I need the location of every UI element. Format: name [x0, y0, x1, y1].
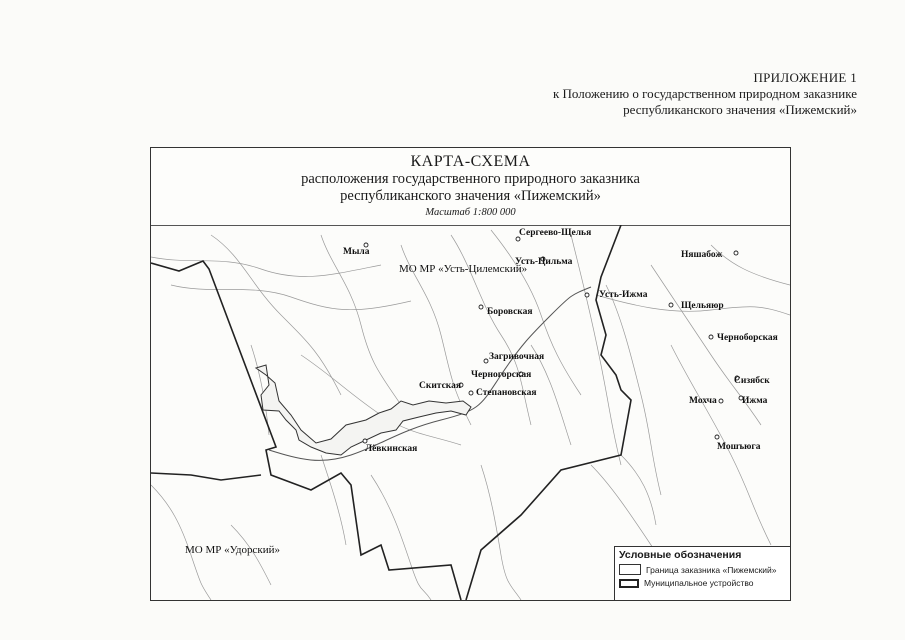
label-mokhcha: Мохча	[689, 396, 717, 406]
map-legend	[614, 546, 790, 600]
appendix-line-2: республиканского значения «Пижемский»	[623, 102, 857, 117]
appendix-header	[553, 70, 857, 118]
legend-title: Условные обозначения	[619, 549, 742, 561]
map-canvas	[151, 225, 790, 600]
label-sergeevo-shchelya: Сергеево-Щелья	[519, 228, 592, 238]
district-label-ust-tsilma: МО МР «Усть-Цилемский»	[399, 263, 528, 275]
label-levkinskaya: Лёвкинская	[365, 444, 418, 454]
label-ust-izhma: Усть-Ижма	[599, 290, 648, 300]
district-label-udora: МО МР «Удорский»	[185, 544, 280, 556]
map-scale: Масштаб 1:800 000	[425, 207, 516, 218]
label-nyashabozh: Няшабож	[681, 250, 723, 260]
label-chernogorskaya: Черногорская	[471, 370, 532, 380]
label-izhma: Ижма	[742, 396, 768, 406]
appendix-number: ПРИЛОЖЕНИЕ 1	[753, 70, 857, 85]
label-chernoborskaya: Черноборская	[717, 333, 778, 343]
map-title-block	[151, 148, 790, 226]
label-sizyabsk: Сизябск	[734, 376, 770, 386]
main-river	[269, 287, 591, 460]
map-frame	[150, 147, 791, 601]
legend-swatch-reserve	[619, 564, 641, 575]
label-myla: Мыла	[343, 247, 370, 257]
legend-row-municipal	[619, 578, 786, 588]
label-mosyuga: Мошъюга	[717, 442, 761, 452]
map-subtitle-2: республиканского значения «Пижемский»	[340, 188, 601, 204]
legend-row-reserve	[619, 564, 786, 575]
legend-label-municipal: Муниципальное устройство	[644, 578, 754, 588]
label-shchelyayur: Щельяюр	[681, 301, 724, 311]
map-title: КАРТА-СХЕМА	[410, 153, 531, 170]
map-subtitle-1: расположения государственного природного заказника	[301, 171, 640, 187]
appendix-line-1: к Положению о государственном природном заказнике	[552, 86, 857, 101]
label-borovskaya: Боровская	[487, 307, 533, 317]
legend-label-reserve: Граница заказника «Пижемский»	[646, 564, 777, 575]
label-ust-tsilma: Усть-Цильма	[515, 257, 573, 267]
label-zagrivochnaya: Загривочная	[489, 352, 545, 362]
label-stepanovskaya: Степановская	[476, 388, 537, 398]
label-skitskaya: Скитская	[419, 381, 462, 391]
legend-swatch-municipal	[619, 579, 639, 588]
